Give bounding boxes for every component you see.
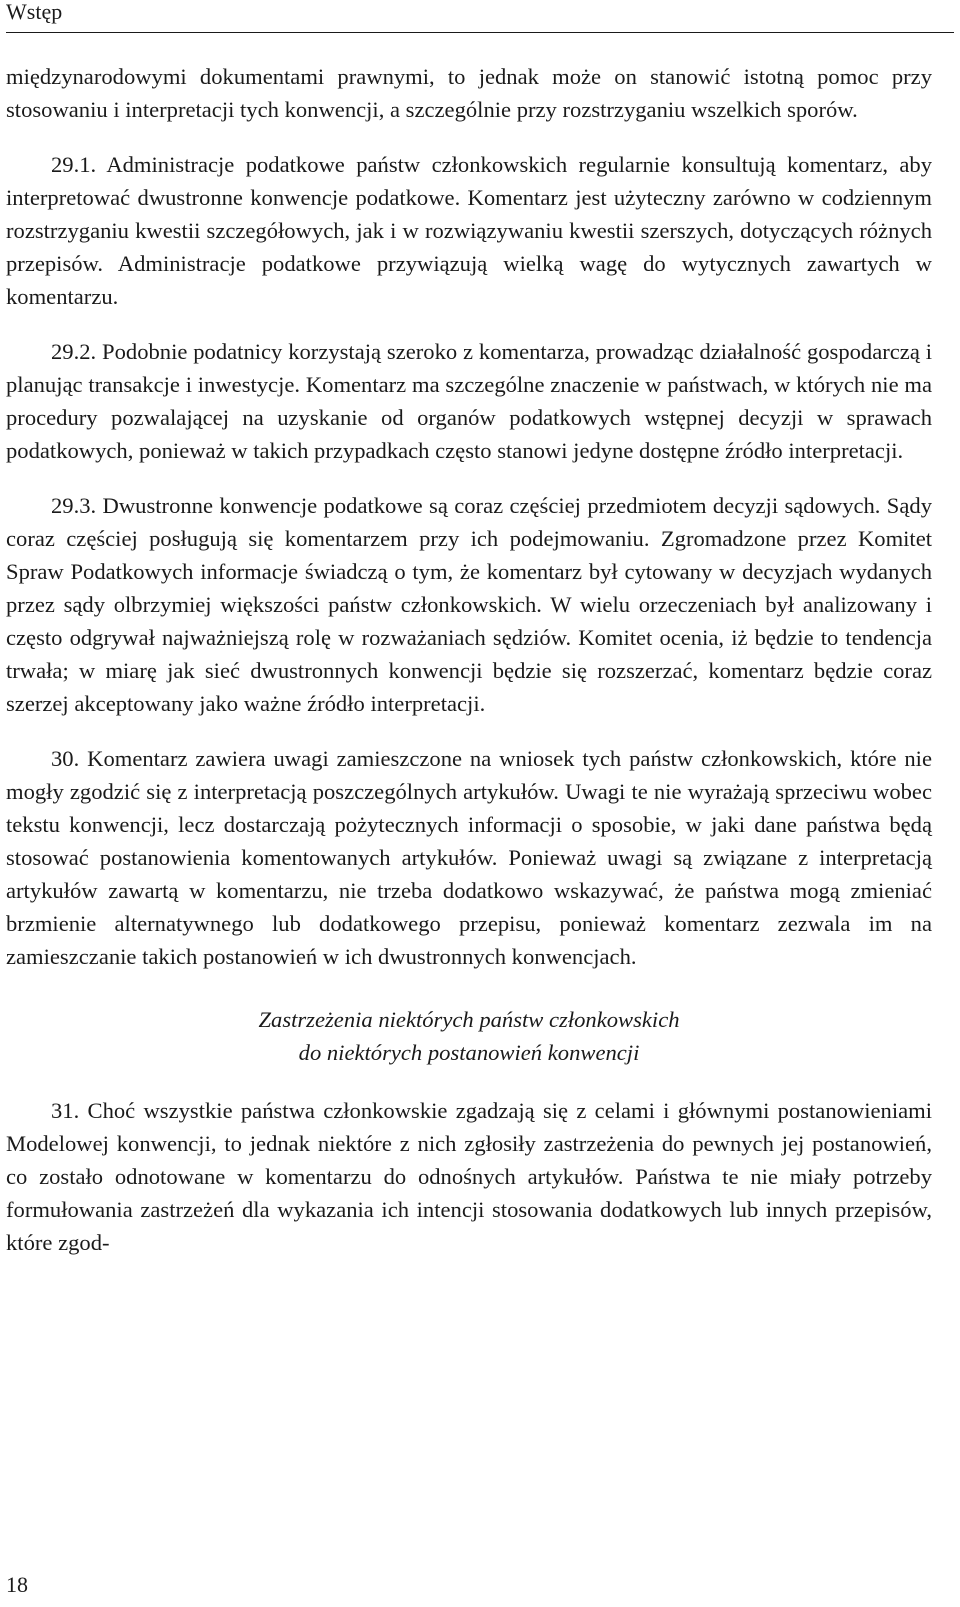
section-heading: [6, 1003, 932, 1069]
body-text: [6, 60, 932, 1281]
paragraph-29-1: 29.1. Administracje podatkowe państw członkowskich regularnie konsultują komentarz, aby interpretować dwustronne konwencje podatkowe. Komentarz jest użyteczny zarówno w codziennym rozstrzyganiu kwestii szczegółowych, jak i w rozwiązywaniu kwestii szerszych, dotyczących różnych przepisów. Administracje podatkowe przywiązują wielką wagę do wytycznych zawartych w komentarzu.: [6, 152, 932, 309]
header-rule: [6, 32, 954, 33]
paragraph-31: 31. Choć wszystkie państwa członkowskie zgadzają się z celami i głównymi postanowieniami Modelowej konwencji, to jednak niektóre z nich zgłosiły zastrzeżenia do pewnych jej postanowień, co zostało odnotowane w komentarzu do odnośnych artykułów. Państwa te nie miały potrzeby formułowania zastrzeżeń dla wykazania ich intencji stosowania dodatkowych lub innych przepisów, które zgod-: [6, 1098, 932, 1255]
paragraph-29-2: 29.2. Podobnie podatnicy korzystają szeroko z komentarza, prowadząc działalność gospodarczą i planując transakcje i inwestycje. Komentarz ma szczególne znaczenie w państwach, w których nie ma procedury pozwalającej na uzyskanie od organów podatkowych wstępnej decyzji w sprawach podatkowych, ponieważ w takich przypadkach często stanowi jedyne dostępne źródło interpretacji.: [6, 339, 932, 463]
paragraph-30: 30. Komentarz zawiera uwagi zamieszczone na wniosek tych państw członkowskich, które nie mogły zgodzić się z interpretacją poszczególnych artykułów. Uwagi te nie wyrażają sprzeciwu wobec tekstu konwencji, lecz dostarczają pożytecznych informacji o sposobie, w jaki dane państwa będą stosować postanowienia komentowanych artykułów. Ponieważ uwagi są związane z interpretacją artykułów zawartą w komentarzu, nie trzeba dodatkowo wskazywać, że państwa mogą zmieniać brzmienie alternatywnego lub dodatkowego przepisu, ponieważ komentarz zezwala im na zamieszczanie takich postanowień w ich dwustronnych konwencjach.: [6, 746, 932, 969]
section-heading-line-2: do niektórych postanowień konwencji: [298, 1040, 640, 1065]
page-number: 18: [6, 1572, 28, 1597]
section-heading-line-1: Zastrzeżenia niektórych państw członkowskich: [258, 1007, 680, 1032]
paragraph-29-3: 29.3. Dwustronne konwencje podatkowe są coraz częściej przedmiotem decyzji sądowych. Sądy coraz częściej posługują się komentarzem przy ich podejmowaniu. Zgromadzone przez Komitet Spraw Podatkowych informacje świadczą o tym, że komentarz był cytowany w decyzjach wydanych przez sądy olbrzymiej większości państw członkowskich. W wielu orzeczeniach był analizowany i często odgrywał najważniejszą rolę w rozważaniach sędziów. Komitet ocenia, iż będzie to tendencja trwała; w miarę jak sieć dwustronnych konwencji będzie się rozszerzać, komentarz będzie coraz szerzej akceptowany jako ważne źródło interpretacji.: [6, 493, 932, 716]
running-head: Wstęp: [6, 0, 63, 24]
paragraph-continuation: międzynarodowymi dokumentami prawnymi, to jednak może on stanowić istotną pomoc przy stosowaniu i interpretacji tych konwencji, a szczególnie przy rozstrzyganiu wszelkich sporów.: [6, 64, 932, 122]
